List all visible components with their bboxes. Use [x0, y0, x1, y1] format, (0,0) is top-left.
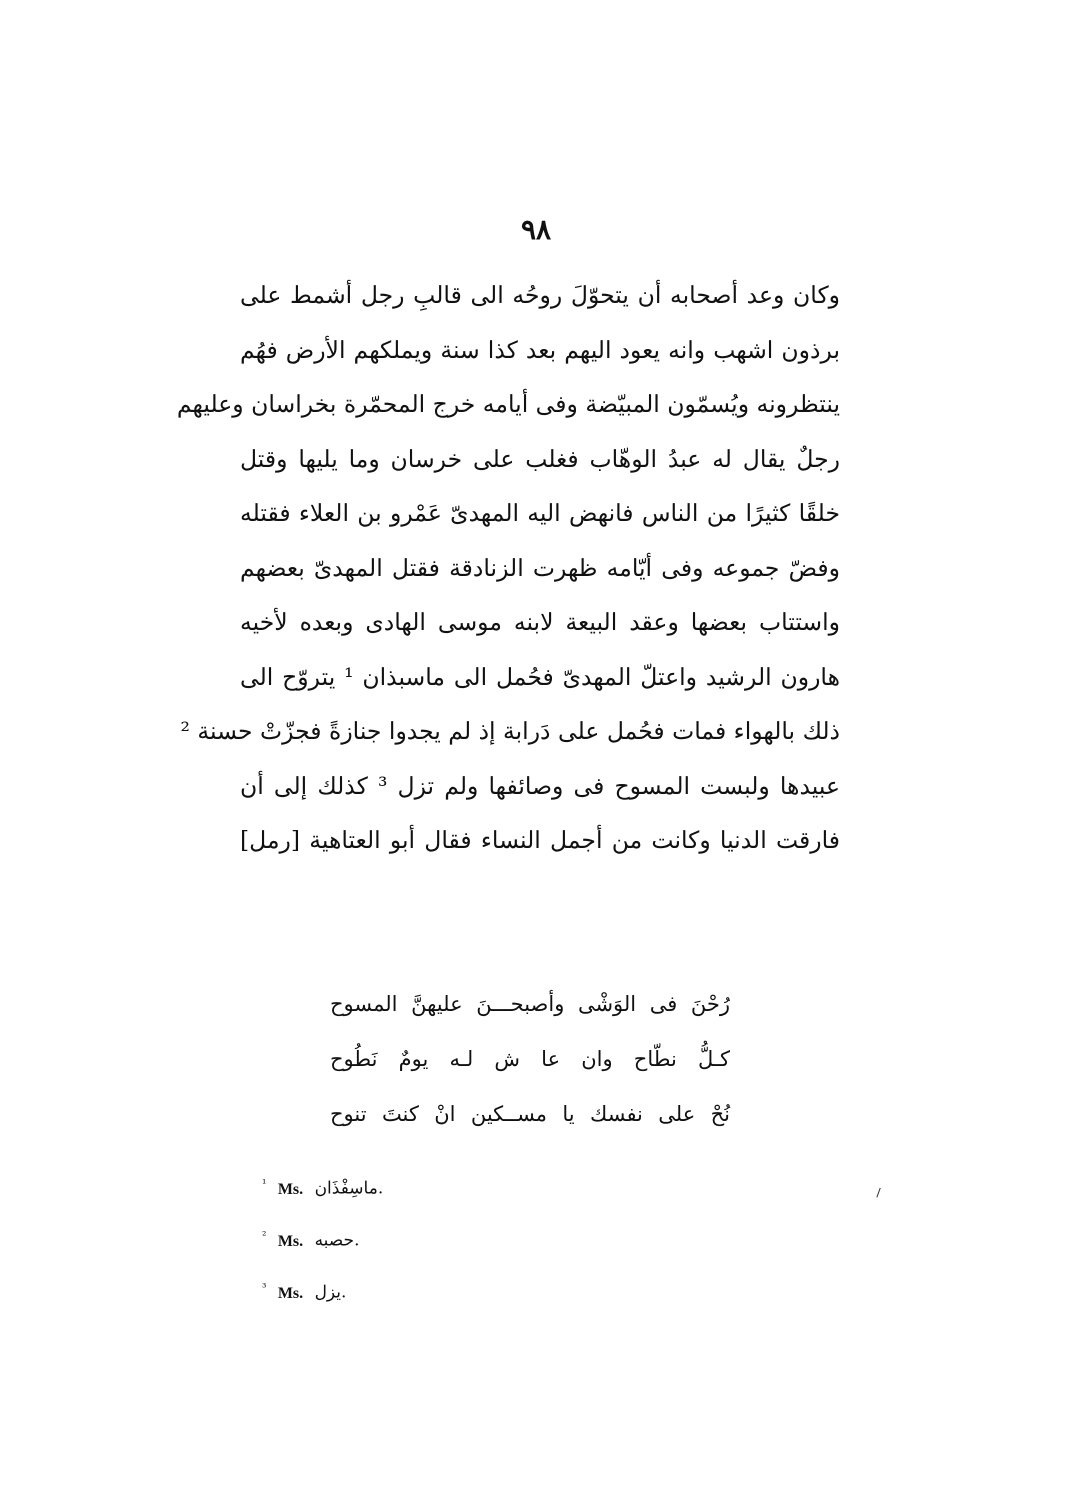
footnote-number: ³ — [262, 1281, 267, 1294]
footnote-text: ماسِفْذَان. — [314, 1178, 384, 1199]
footnote-ms-label: Ms. — [277, 1232, 304, 1250]
footnote-ms-label: Ms. — [277, 1284, 304, 1302]
text-line: برذون اشهب وانه يعود اليهم بعد كذا سنة ويملكهم الأرض فهُم — [240, 335, 840, 364]
page-number: ٩٨ — [520, 213, 552, 246]
text-line: خلقًا كثيرًا من الناس فانهض اليه المهدىّ عَمْرو بن العلاء فقتله — [240, 499, 840, 527]
main-text — [176, 268, 840, 868]
text-line: وكان وعد أصحابه أن يتحوّلَ روحُه الى قالبِ رجل أشمط على — [240, 281, 840, 309]
text-line: هارون الرشيد واعتلّ المهدىّ فحُمل الى ماسبذان ¹ يتروّح الى — [240, 662, 840, 691]
footnote — [262, 1166, 562, 1218]
text-line: وفضّ جموعه وفى أيّامه ظهرت الزنادقة فقتل المهدىّ بعضهم — [240, 553, 840, 582]
footnote — [262, 1218, 562, 1270]
text-line: رجلٌ يقال له عبدُ الوهّاب فغلب على خرسان وما يليها وقتل — [240, 444, 840, 473]
footnote — [262, 1270, 562, 1322]
footnotes — [262, 1166, 562, 1322]
text-line: ينتظرونه ويُسمّون المبيّضة وفى أيامه خرج المحمّرة بخراسان وعليهم — [176, 390, 840, 418]
text-line: عبيدها ولبست المسوح فى وصائفها ولم تزل ³ كذلك إلى أن — [240, 771, 840, 800]
footnote-ms-label: Ms. — [277, 1180, 304, 1198]
footnote-number: ² — [262, 1229, 267, 1242]
footnote-text: يزل. — [314, 1282, 347, 1303]
text-line: فارقت الدنيا وكانت من أجمل النساء فقال أبو العتاهية [رمل] — [240, 826, 840, 854]
verse-line: رُحْنَ فى الوَشْى وأصبحـــنَ عليهنَّ المسوح — [330, 992, 730, 1016]
text-line: ذلك بالهواء فمات فحُمل على دَرابة إذ لم يجدوا جنازةً فجزّتْ حسنة ² — [180, 717, 840, 745]
text-line: واستتاب بعضها وعقد البيعة لابنه موسى الهادى وبعده لأخيه — [240, 608, 840, 636]
verse-line: نُحْ على نفسك يا مســكين انْ كنتَ تنوح — [330, 1102, 730, 1126]
stray-mark — [876, 1188, 882, 1198]
footnote-text: حصبه. — [314, 1230, 360, 1251]
footnote-number: ¹ — [262, 1177, 267, 1190]
verse-line: كـلُّ نطّاح وان عا ش لـه يومٌ نَطُوح — [330, 1047, 730, 1071]
poem — [330, 978, 730, 1143]
